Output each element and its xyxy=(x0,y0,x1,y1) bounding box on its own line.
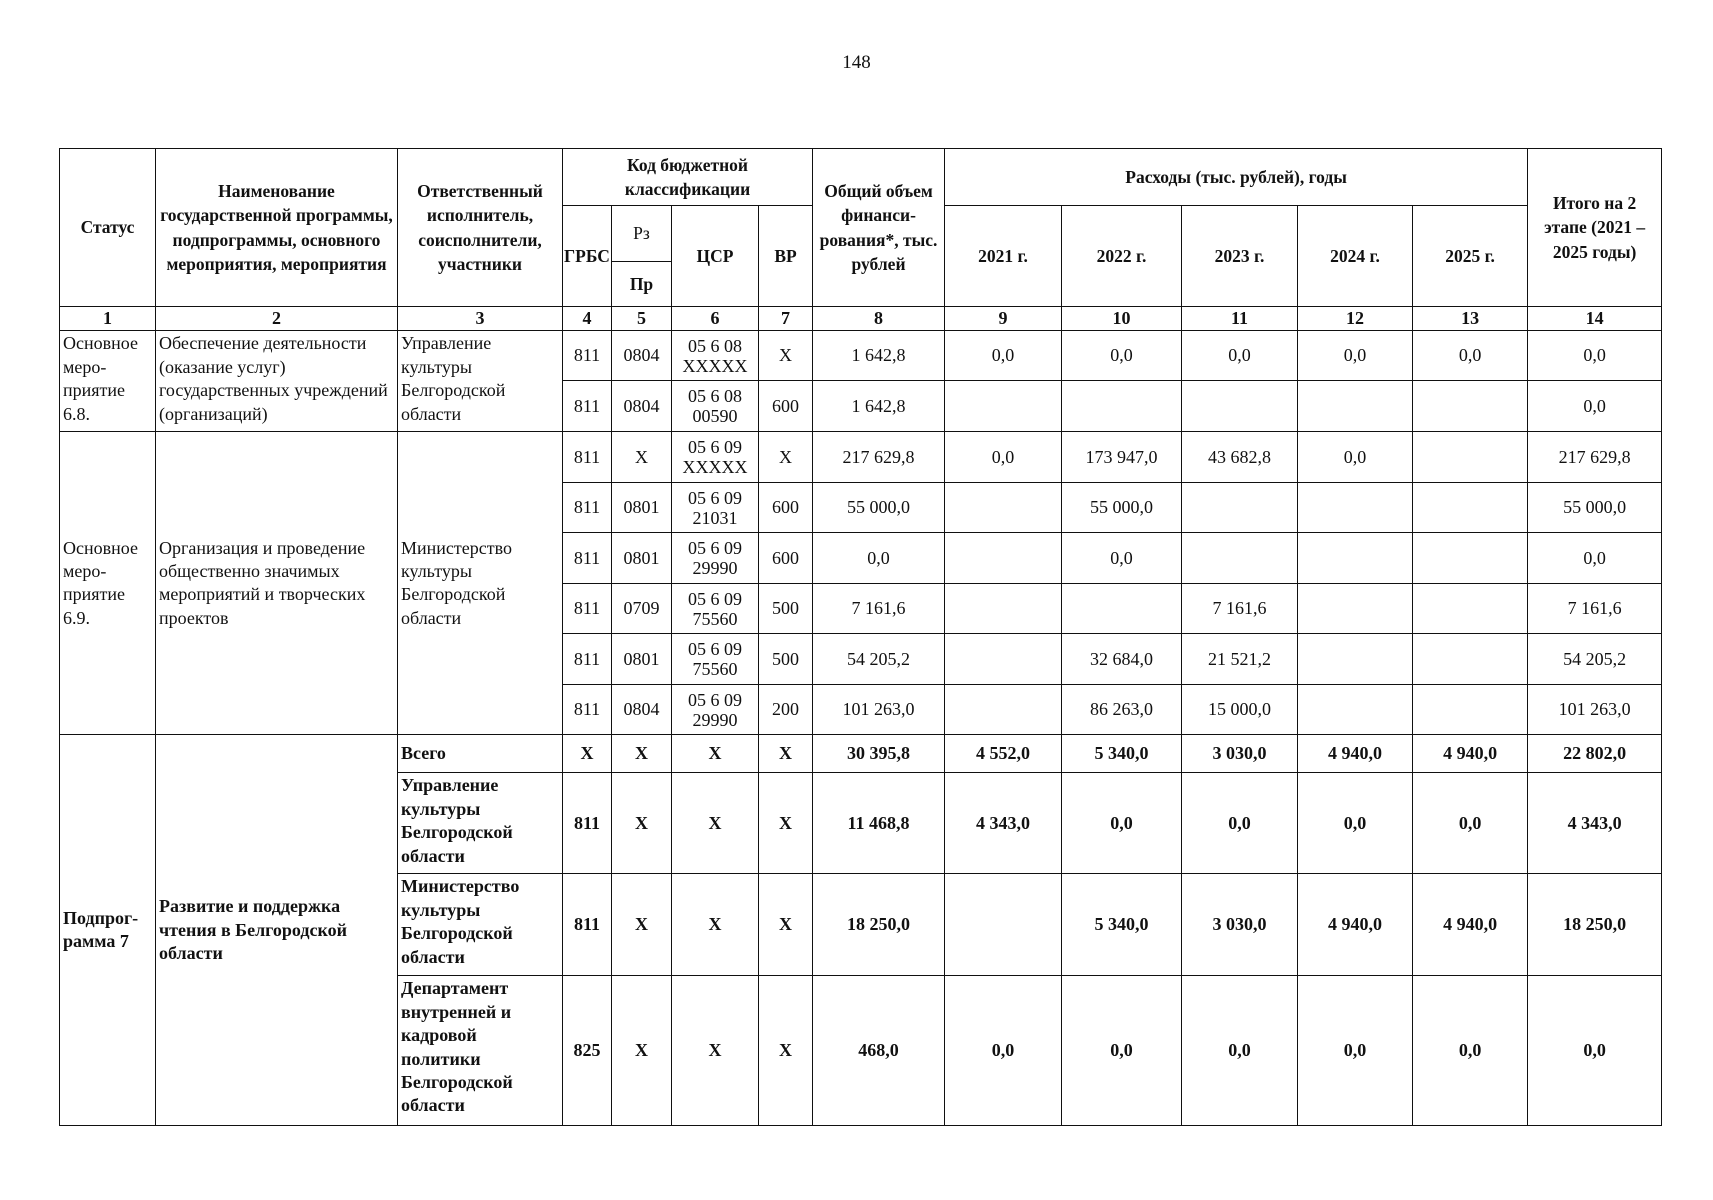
csr-cell xyxy=(672,483,759,533)
csr-cell xyxy=(672,331,759,381)
rzpr-cell: 0709 xyxy=(612,584,672,634)
csr-code-prefix: 05 6 09 xyxy=(688,487,742,508)
column-number: 6 xyxy=(672,307,759,331)
vr-cell: 600 xyxy=(759,381,813,432)
vr-cell: X xyxy=(759,735,813,773)
year-2022-cell: 0,0 xyxy=(1062,773,1182,874)
year-2025-cell xyxy=(1413,432,1528,483)
year-2025-cell xyxy=(1413,381,1528,432)
year-2022-cell: 5 340,0 xyxy=(1062,735,1182,773)
rzpr-cell: 0801 xyxy=(612,483,672,533)
year-2025-cell: 0,0 xyxy=(1413,773,1528,874)
executor-cell: Управление культуры Белгородской области xyxy=(398,773,563,874)
column-number: 12 xyxy=(1298,307,1413,331)
csr-cell: X xyxy=(672,773,759,874)
csr-cell: X xyxy=(672,735,759,773)
year-2025-cell: 4 940,0 xyxy=(1413,874,1528,976)
vr-cell: 200 xyxy=(759,685,813,735)
csr-code-prefix: 05 6 09 xyxy=(688,689,742,710)
program-name-cell: Обеспечение деятельности (оказание услуг) государственных учреждений (организаций) xyxy=(156,331,398,432)
year-2021-cell: 0,0 xyxy=(945,331,1062,381)
vr-cell: 500 xyxy=(759,584,813,634)
year-2023-cell: 43 682,8 xyxy=(1182,432,1298,483)
grbs-cell: 811 xyxy=(563,331,612,381)
header-2022: 2022 г. xyxy=(1062,206,1182,307)
itogo-cell: 22 802,0 xyxy=(1528,735,1662,773)
itogo-cell: 217 629,8 xyxy=(1528,432,1662,483)
page-number: 148 xyxy=(842,52,871,73)
csr-cell xyxy=(672,381,759,432)
program-name-cell: Организация и проведение общественно значимых мероприятий и творческих проектов xyxy=(156,432,398,735)
itogo-cell: 0,0 xyxy=(1528,331,1662,381)
grbs-cell: 811 xyxy=(563,685,612,735)
header-2024: 2024 г. xyxy=(1298,206,1413,307)
year-2021-cell xyxy=(945,685,1062,735)
vr-cell: X xyxy=(759,976,813,1126)
year-2021-cell xyxy=(945,533,1062,584)
year-2023-cell: 0,0 xyxy=(1182,976,1298,1126)
total-cell: 468,0 xyxy=(813,976,945,1126)
year-2021-cell: 0,0 xyxy=(945,432,1062,483)
csr-cell xyxy=(672,533,759,584)
year-2022-cell xyxy=(1062,584,1182,634)
total-cell: 11 468,8 xyxy=(813,773,945,874)
grbs-cell: X xyxy=(563,735,612,773)
year-2022-cell: 86 263,0 xyxy=(1062,685,1182,735)
year-2025-cell xyxy=(1413,533,1528,584)
header-budget-code: Код бюджетной классификации xyxy=(563,149,813,206)
csr-cell xyxy=(672,584,759,634)
csr-code-prefix: 05 6 09 xyxy=(688,437,742,458)
header-csr: ЦСР xyxy=(672,206,759,307)
year-2024-cell: 0,0 xyxy=(1298,331,1413,381)
vr-cell: X xyxy=(759,432,813,483)
header-program-name: Наименование государственной программы, подпрограммы, основного мероприятия, мероприятия xyxy=(156,149,398,307)
column-number: 11 xyxy=(1182,307,1298,331)
vr-cell: X xyxy=(759,331,813,381)
csr-code-prefix: 05 6 08 xyxy=(688,335,742,356)
total-cell: 0,0 xyxy=(813,533,945,584)
year-2025-cell xyxy=(1413,584,1528,634)
header-2023: 2023 г. xyxy=(1182,206,1298,307)
grbs-cell: 811 xyxy=(563,874,612,976)
csr-cell xyxy=(672,432,759,483)
header-2025: 2025 г. xyxy=(1413,206,1528,307)
header-stage-total: Итого на 2 этапе (2021 – 2025 годы) xyxy=(1528,149,1662,307)
column-number: 4 xyxy=(563,307,612,331)
year-2022-cell: 0,0 xyxy=(1062,976,1182,1126)
column-number: 13 xyxy=(1413,307,1528,331)
csr-code-suffix: 00590 xyxy=(692,406,738,427)
column-number: 3 xyxy=(398,307,563,331)
executor-cell: Управление культуры Белгородской области xyxy=(398,331,563,432)
header-grbs: ГРБС xyxy=(563,206,612,307)
column-number: 7 xyxy=(759,307,813,331)
budget-table xyxy=(59,148,1662,1126)
year-2023-cell xyxy=(1182,381,1298,432)
rzpr-cell: 0804 xyxy=(612,331,672,381)
grbs-cell: 811 xyxy=(563,773,612,874)
grbs-cell: 811 xyxy=(563,432,612,483)
rzpr-cell: X xyxy=(612,874,672,976)
rzpr-cell: 0804 xyxy=(612,685,672,735)
year-2024-cell: 4 940,0 xyxy=(1298,874,1413,976)
column-number: 1 xyxy=(60,307,156,331)
csr-code-prefix: 05 6 08 xyxy=(688,386,742,407)
year-2025-cell xyxy=(1413,634,1528,685)
year-2021-cell: 4 343,0 xyxy=(945,773,1062,874)
year-2021-cell xyxy=(945,483,1062,533)
year-2023-cell: 21 521,2 xyxy=(1182,634,1298,685)
itogo-cell: 0,0 xyxy=(1528,381,1662,432)
table-header xyxy=(60,149,1662,307)
table-row xyxy=(60,432,1662,483)
csr-code-suffix: XXXXX xyxy=(682,355,748,376)
column-number: 14 xyxy=(1528,307,1662,331)
year-2023-cell: 0,0 xyxy=(1182,331,1298,381)
column-number: 5 xyxy=(612,307,672,331)
csr-cell: X xyxy=(672,976,759,1126)
column-number: 8 xyxy=(813,307,945,331)
grbs-cell: 825 xyxy=(563,976,612,1126)
grbs-cell: 811 xyxy=(563,483,612,533)
executor-cell: Министерство культуры Белгородской области xyxy=(398,432,563,735)
rzpr-cell: 0804 xyxy=(612,381,672,432)
total-cell: 30 395,8 xyxy=(813,735,945,773)
year-2022-cell: 32 684,0 xyxy=(1062,634,1182,685)
year-2024-cell xyxy=(1298,381,1413,432)
rzpr-cell: 0801 xyxy=(612,533,672,584)
year-2021-cell xyxy=(945,584,1062,634)
csr-cell: X xyxy=(672,874,759,976)
year-2021-cell xyxy=(945,874,1062,976)
year-2023-cell: 3 030,0 xyxy=(1182,735,1298,773)
year-2022-cell: 5 340,0 xyxy=(1062,874,1182,976)
vr-cell: X xyxy=(759,773,813,874)
year-2023-cell xyxy=(1182,533,1298,584)
header-vr: ВР xyxy=(759,206,813,307)
status-cell: Основное меро-приятие 6.9. xyxy=(60,432,156,735)
year-2025-cell xyxy=(1413,483,1528,533)
table-row xyxy=(60,331,1662,381)
vr-cell: 600 xyxy=(759,483,813,533)
rzpr-cell: 0801 xyxy=(612,634,672,685)
year-2024-cell: 4 940,0 xyxy=(1298,735,1413,773)
vr-cell: 600 xyxy=(759,533,813,584)
year-2023-cell xyxy=(1182,483,1298,533)
executor-cell: Министерство культуры Белгородской области xyxy=(398,874,563,976)
itogo-cell: 0,0 xyxy=(1528,976,1662,1126)
grbs-cell: 811 xyxy=(563,584,612,634)
rzpr-cell: X xyxy=(612,773,672,874)
year-2022-cell: 0,0 xyxy=(1062,331,1182,381)
year-2021-cell: 4 552,0 xyxy=(945,735,1062,773)
grbs-cell: 811 xyxy=(563,634,612,685)
total-cell: 7 161,6 xyxy=(813,584,945,634)
year-2023-cell: 7 161,6 xyxy=(1182,584,1298,634)
year-2021-cell: 0,0 xyxy=(945,976,1062,1126)
header-expenses: Расходы (тыс. рублей), годы xyxy=(945,149,1528,206)
csr-code-prefix: 05 6 09 xyxy=(688,538,742,559)
year-2025-cell xyxy=(1413,685,1528,735)
total-cell: 217 629,8 xyxy=(813,432,945,483)
table-row xyxy=(60,735,1662,773)
itogo-cell: 4 343,0 xyxy=(1528,773,1662,874)
vr-cell: 500 xyxy=(759,634,813,685)
header-status: Статус xyxy=(60,149,156,307)
executor-cell: Всего xyxy=(398,735,563,773)
header-2021: 2021 г. xyxy=(945,206,1062,307)
itogo-cell: 101 263,0 xyxy=(1528,685,1662,735)
header-executor: Ответственный исполнитель, соисполнители, участники xyxy=(398,149,563,307)
year-2025-cell: 0,0 xyxy=(1413,331,1528,381)
rzpr-cell: X xyxy=(612,976,672,1126)
csr-code-suffix: XXXXX xyxy=(682,457,748,478)
itogo-cell: 55 000,0 xyxy=(1528,483,1662,533)
csr-code-suffix: 75560 xyxy=(692,608,738,629)
year-2023-cell: 3 030,0 xyxy=(1182,874,1298,976)
total-cell: 54 205,2 xyxy=(813,634,945,685)
total-cell: 1 642,8 xyxy=(813,381,945,432)
year-2022-cell xyxy=(1062,381,1182,432)
grbs-cell: 811 xyxy=(563,381,612,432)
rzpr-cell: X xyxy=(612,735,672,773)
total-cell: 55 000,0 xyxy=(813,483,945,533)
year-2022-cell: 55 000,0 xyxy=(1062,483,1182,533)
vr-cell: X xyxy=(759,874,813,976)
year-2024-cell: 0,0 xyxy=(1298,432,1413,483)
year-2022-cell: 173 947,0 xyxy=(1062,432,1182,483)
year-2021-cell xyxy=(945,634,1062,685)
header-rz: Рз xyxy=(612,206,672,262)
column-numbers-row xyxy=(60,307,1662,331)
itogo-cell: 18 250,0 xyxy=(1528,874,1662,976)
header-pr: Пр xyxy=(612,262,672,307)
itogo-cell: 7 161,6 xyxy=(1528,584,1662,634)
column-number: 10 xyxy=(1062,307,1182,331)
year-2024-cell xyxy=(1298,584,1413,634)
year-2023-cell: 15 000,0 xyxy=(1182,685,1298,735)
csr-code-prefix: 05 6 09 xyxy=(688,639,742,660)
status-cell: Основное меро-приятие 6.8. xyxy=(60,331,156,432)
year-2024-cell: 0,0 xyxy=(1298,976,1413,1126)
csr-code-suffix: 21031 xyxy=(692,507,738,528)
year-2024-cell xyxy=(1298,533,1413,584)
header-total-volume: Общий объем финанси-рования*, тыс. рублей xyxy=(813,149,945,307)
csr-code-prefix: 05 6 09 xyxy=(688,588,742,609)
total-cell: 1 642,8 xyxy=(813,331,945,381)
column-number: 9 xyxy=(945,307,1062,331)
total-cell: 101 263,0 xyxy=(813,685,945,735)
csr-code-suffix: 29990 xyxy=(692,558,738,579)
year-2025-cell: 0,0 xyxy=(1413,976,1528,1126)
column-number: 2 xyxy=(156,307,398,331)
itogo-cell: 54 205,2 xyxy=(1528,634,1662,685)
year-2024-cell xyxy=(1298,634,1413,685)
executor-cell: Департамент внутренней и кадровой политики Белгородской области xyxy=(398,976,563,1126)
csr-code-suffix: 29990 xyxy=(692,709,738,730)
csr-cell xyxy=(672,634,759,685)
csr-cell xyxy=(672,685,759,735)
grbs-cell: 811 xyxy=(563,533,612,584)
year-2022-cell: 0,0 xyxy=(1062,533,1182,584)
total-cell: 18 250,0 xyxy=(813,874,945,976)
year-2024-cell: 0,0 xyxy=(1298,773,1413,874)
year-2021-cell xyxy=(945,381,1062,432)
year-2024-cell xyxy=(1298,483,1413,533)
year-2023-cell: 0,0 xyxy=(1182,773,1298,874)
year-2024-cell xyxy=(1298,685,1413,735)
csr-code-suffix: 75560 xyxy=(692,659,738,680)
status-cell: Подпрог-рамма 7 xyxy=(60,735,156,1126)
program-name-cell: Развитие и поддержка чтения в Белгородской области xyxy=(156,735,398,1126)
itogo-cell: 0,0 xyxy=(1528,533,1662,584)
year-2025-cell: 4 940,0 xyxy=(1413,735,1528,773)
rzpr-cell: X xyxy=(612,432,672,483)
